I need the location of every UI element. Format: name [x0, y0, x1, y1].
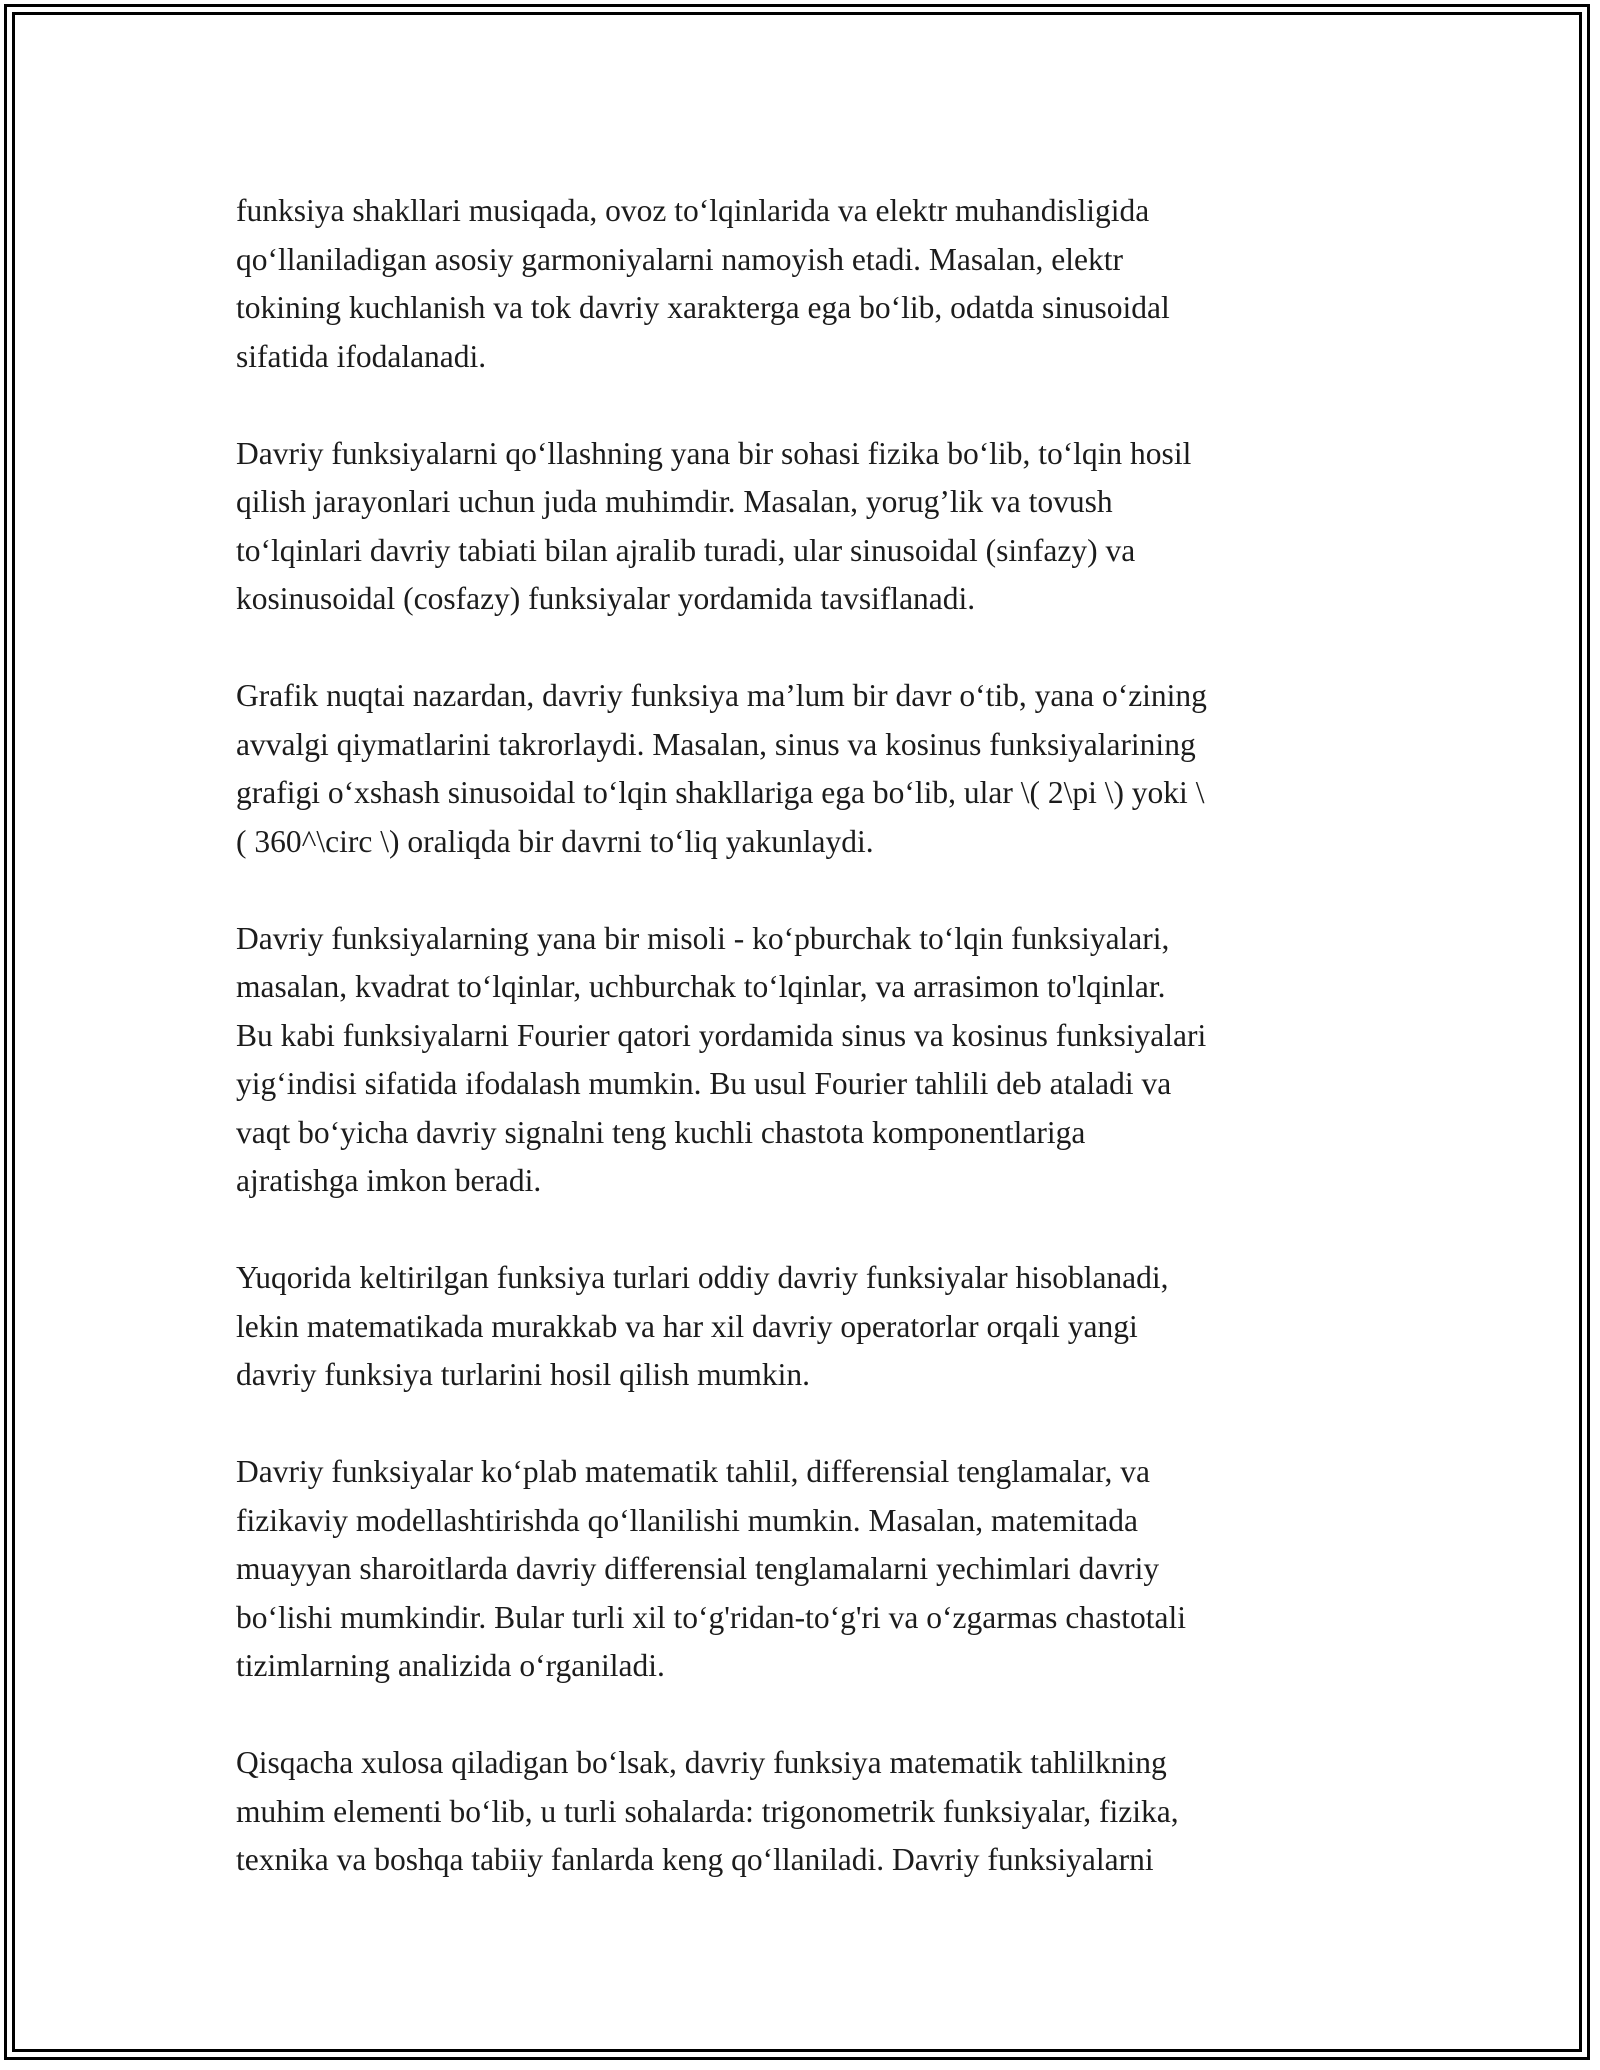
paragraph-2	[236, 430, 1381, 624]
text-line: ( 360^\circ \) oraliqda bir davrni to‘liq yakunlaydi.	[236, 823, 874, 859]
paragraph-4	[236, 915, 1381, 1206]
text-line: lekin matematikada murakkab va har xil davriy operatorlar orqali yangi	[236, 1308, 1138, 1344]
text-line: davriy funksiya turlarini hosil qilish mumkin.	[236, 1357, 810, 1392]
paragraph-7	[236, 1739, 1381, 1885]
paragraph-1	[236, 187, 1381, 381]
text-line: tizimlarning analizida o‘rganiladi.	[236, 1648, 665, 1683]
text-line: qo‘llaniladigan asosiy garmoniyalarni namoyish etadi. Masalan, elektr	[236, 241, 1123, 277]
text-line: funksiya shakllari musiqada, ovoz to‘lqinlarida va elektr muhandisligida	[236, 193, 1150, 228]
text-line: avvalgi qiymatlarini takrorlaydi. Masalan, sinus va kosinus funksiyalarining	[236, 726, 1196, 762]
text-line: fizikaviy modellashtirishda qo‘llanilishi mumkin. Masalan, matemitada	[236, 1502, 1138, 1538]
text-line: to‘lqinlari davriy tabiati bilan ajralib turadi, ular sinusoidal (sinfazy) va	[236, 532, 1136, 568]
text-line: masalan, kvadrat to‘lqinlar, uchburchak to‘lqinlar, va arrasimon to'lqinlar.	[236, 969, 1166, 1004]
text-line: muhim elementi bo‘lib, u turli sohalarda: trigonometrik funksiyalar, fizika,	[236, 1793, 1179, 1829]
text-line: ajratishga imkon beradi.	[236, 1163, 542, 1198]
text-line: Bu kabi funksiyalarni Fourier qatori yordamida sinus va kosinus funksiyalari	[236, 1017, 1207, 1053]
paragraph-5	[236, 1254, 1381, 1400]
paragraph-6	[236, 1448, 1381, 1691]
text-line: Davriy funksiyalarni qo‘llashning yana bir sohasi fizika bo‘lib, to‘lqin hosil	[236, 435, 1192, 471]
text-line: sifatida ifodalanadi.	[236, 338, 487, 374]
text-line: qilish jarayonlari uchun juda muhimdir. Masalan, yorug’lik va tovush	[236, 484, 1113, 519]
text-line: kosinusoidal (cosfazy) funksiyalar yordamida tavsiflanadi.	[236, 581, 976, 616]
text-line: bo‘lishi mumkindir. Bular turli xil to‘g'ridan-to‘g'ri va o‘zgarmas chastotali	[236, 1599, 1187, 1635]
paragraph-3	[236, 672, 1381, 866]
text-line: Davriy funksiyalar ko‘plab matematik tahlil, differensial tenglamalar, va	[236, 1454, 1150, 1489]
text-line: Qisqacha xulosa qiladigan bo‘lsak, davriy funksiya matematik tahlilkning	[236, 1745, 1167, 1780]
text-line: muayyan sharoitlarda davriy differensial tenglamalarni yechimlari davriy	[236, 1551, 1160, 1586]
text-line: tokining kuchlanish va tok davriy xarakterga ega bo‘lib, odatda sinusoidal	[236, 290, 1170, 325]
document-body	[236, 187, 1381, 1885]
text-line: Yuqorida keltirilgan funksiya turlari oddiy davriy funksiyalar hisoblanadi,	[236, 1260, 1169, 1295]
text-line: Grafik nuqtai nazardan, davriy funksiya ma’lum bir davr o‘tib, yana o‘zining	[236, 678, 1207, 713]
text-line: grafigi o‘xshash sinusoidal to‘lqin shakllariga ega bo‘lib, ular \( 2\pi \) yoki \	[236, 775, 1205, 810]
text-line: Davriy funksiyalarning yana bir misoli - ko‘pburchak to‘lqin funksiyalari,	[236, 920, 1170, 956]
text-line: texnika va boshqa tabiiy fanlarda keng qo‘llaniladi. Davriy funksiyalarni	[236, 1842, 1154, 1877]
text-line: yig‘indisi sifatida ifodalash mumkin. Bu usul Fourier tahlili deb ataladi va	[236, 1066, 1172, 1101]
text-line: vaqt bo‘yicha davriy signalni teng kuchli chastota komponentlariga	[236, 1114, 1086, 1150]
